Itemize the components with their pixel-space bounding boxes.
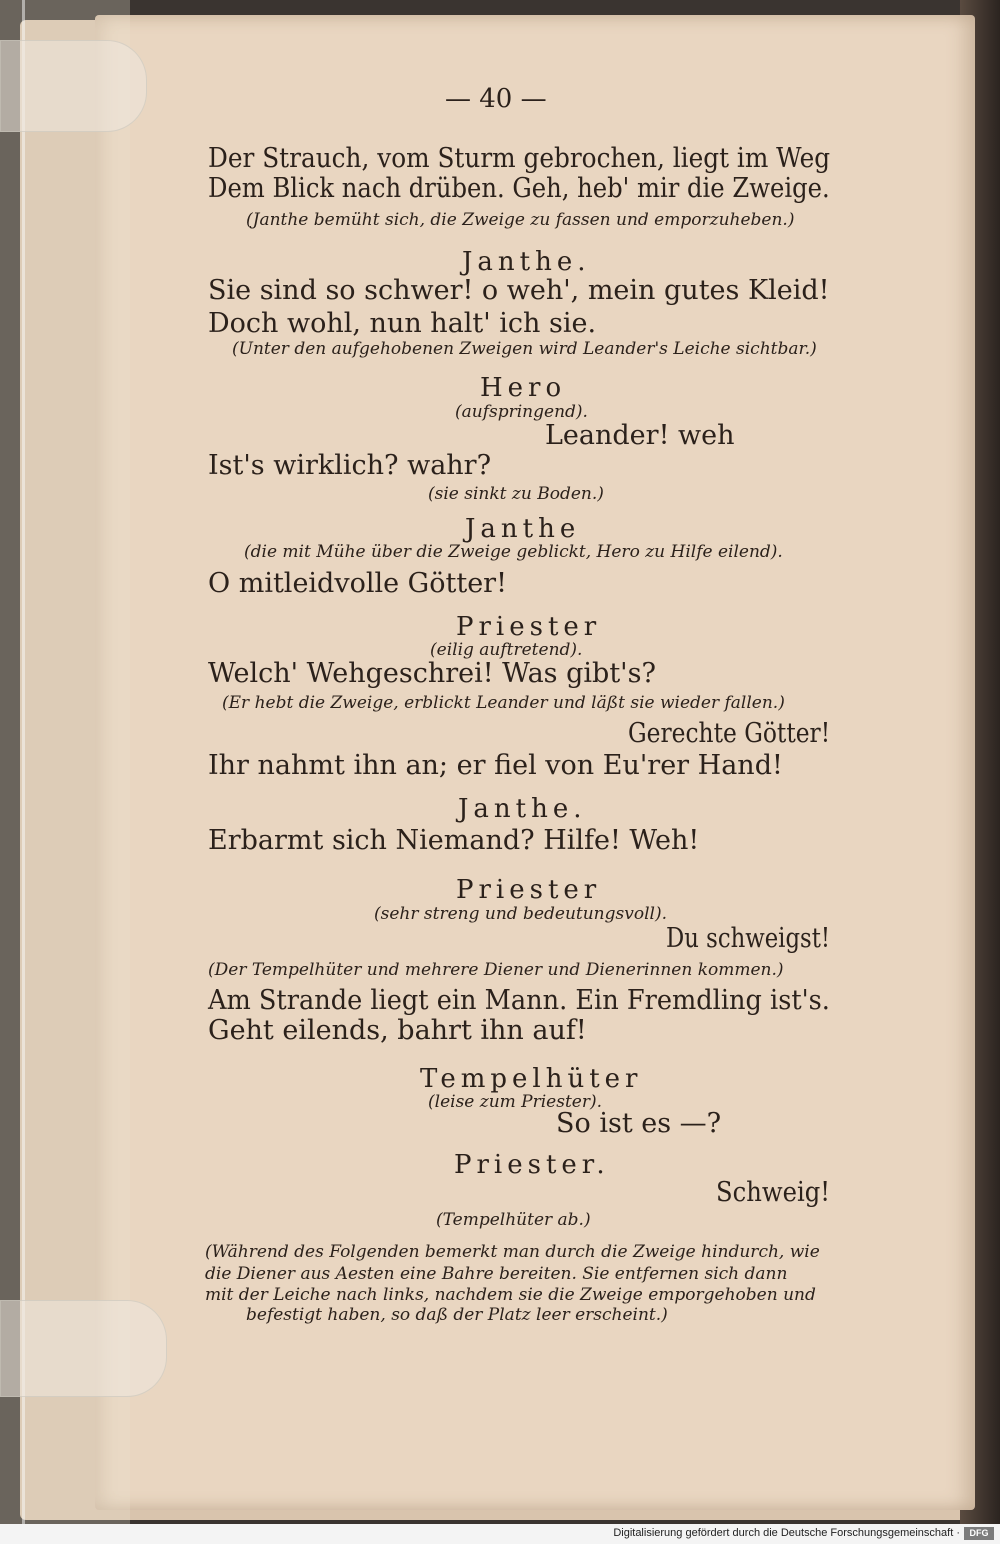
- verse-line: Schweig!: [716, 1177, 831, 1208]
- verse-line: Du schweigst!: [666, 923, 831, 954]
- verse-line: Sie sind so schwer! o weh', mein gutes Kleid!: [208, 275, 830, 306]
- speaker-name: Hero: [480, 373, 567, 403]
- footer-bar: [0, 1524, 1000, 1544]
- stage-direction: (die mit Mühe über die Zweige geblickt, Hero zu Hilfe eilend).: [244, 542, 783, 562]
- footer-credit: Digitalisierung gefördert durch die Deutsche Forschungsgemeinschaft ·: [613, 1527, 960, 1539]
- verse-line: Erbarmt sich Niemand? Hilfe! Weh!: [208, 825, 700, 856]
- stage-direction: (Während des Folgenden bemerkt man durch die Zweige hindurch, wie: [205, 1242, 820, 1262]
- dfg-logo: DFG: [964, 1527, 994, 1540]
- speaker-name: Janthe.: [458, 794, 587, 824]
- verse-line: Gerechte Götter!: [628, 718, 831, 749]
- speaker-name: Priester: [456, 875, 602, 905]
- speaker-name: Janthe: [465, 514, 581, 544]
- verse-line: Ist's wirklich? wahr?: [208, 450, 492, 481]
- verse-line: Leander! weh: [545, 420, 735, 451]
- stage-direction: (Er hebt die Zweige, erblickt Leander und läßt sie wieder fallen.): [222, 693, 785, 713]
- speaker-name: Janthe.: [462, 247, 591, 277]
- stage-direction: (eilig auftretend).: [430, 640, 583, 660]
- speaker-name: Tempelhüter: [420, 1064, 643, 1094]
- stage-direction: befestigt haben, so daß der Platz leer erscheint.): [246, 1305, 668, 1325]
- tape-clip-top: [0, 40, 147, 132]
- verse-line: Am Strande liegt ein Mann. Ein Fremdling ist's.: [208, 985, 830, 1016]
- stage-direction: die Diener aus Aesten eine Bahre bereiten. Sie entfernen sich dann: [205, 1264, 788, 1284]
- verse-line: Der Strauch, vom Sturm gebrochen, liegt im Weg: [208, 143, 831, 174]
- verse-line: Ihr nahmt ihn an; er fiel von Eu'rer Hand!: [208, 750, 783, 781]
- stage-direction: (sehr streng und bedeutungsvoll).: [374, 904, 667, 924]
- stage-direction: (Tempelhüter ab.): [436, 1210, 591, 1230]
- verse-line: O mitleidvolle Götter!: [208, 568, 507, 599]
- stage-direction: (sie sinkt zu Boden.): [428, 484, 604, 504]
- speaker-name: Priester: [456, 612, 602, 642]
- stage-direction: (leise zum Priester).: [428, 1092, 603, 1112]
- verse-line: Welch' Wehgeschrei! Was gibt's?: [208, 658, 656, 689]
- tape-clip-bottom: [0, 1300, 167, 1397]
- verse-line: So ist es —?: [556, 1108, 722, 1139]
- verse-line: Dem Blick nach drüben. Geh, heb' mir die Zweige.: [208, 173, 830, 204]
- stage-direction: (aufspringend).: [455, 402, 588, 422]
- stage-direction: mit der Leiche nach links, nachdem sie die Zweige emporgehoben und: [205, 1285, 816, 1305]
- tape-edge: [22, 0, 25, 1524]
- stage-direction: (Janthe bemüht sich, die Zweige zu fassen und emporzuheben.): [246, 210, 795, 230]
- stage-direction: (Unter den aufgehobenen Zweigen wird Leander's Leiche sichtbar.): [232, 339, 817, 359]
- page-number: — 40 —: [445, 84, 547, 114]
- tape-strip: [0, 0, 130, 1524]
- verse-line: Doch wohl, nun halt' ich sie.: [208, 308, 597, 339]
- stage-direction: (Der Tempelhüter und mehrere Diener und Dienerinnen kommen.): [208, 960, 784, 980]
- verse-line: Geht eilends, bahrt ihn auf!: [208, 1015, 587, 1046]
- speaker-name: Priester.: [454, 1150, 610, 1180]
